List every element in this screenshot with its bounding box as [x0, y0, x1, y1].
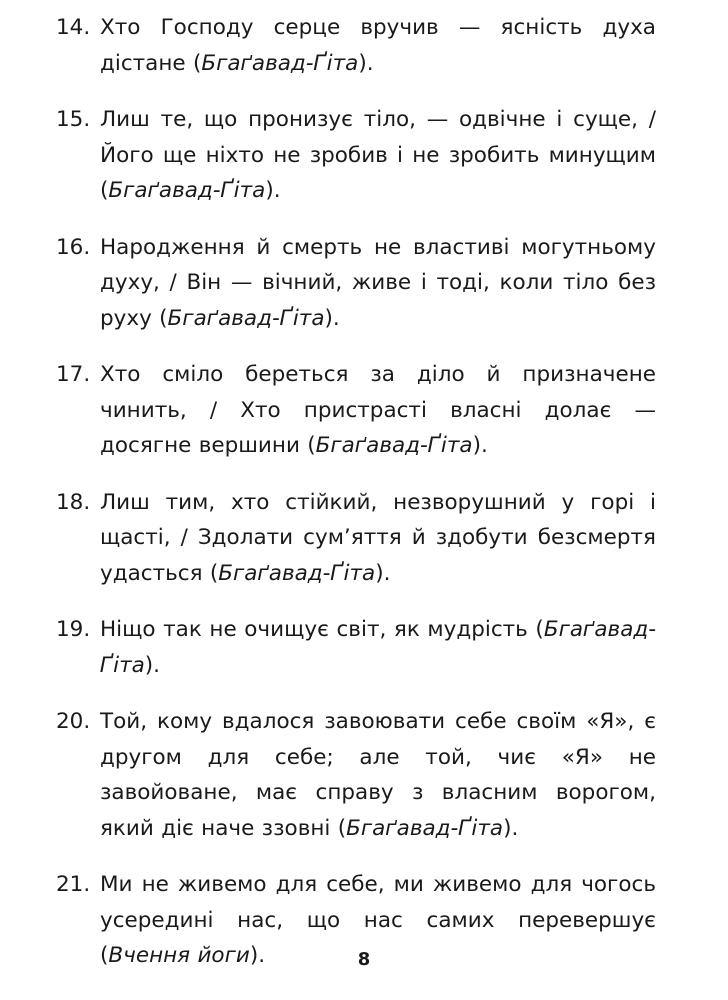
quote-item-20	[56, 704, 656, 846]
quote-body: Хто сміло береться за діло й призначене чинить, / Хто пристрасті власні долає — досягне вершини (	[100, 362, 656, 458]
quote-number: 15.	[56, 107, 91, 132]
page-number: 8	[357, 949, 371, 970]
quote-body: Хто Господу серце вручив — ясність духа дістане (	[100, 15, 656, 76]
quote-item-19	[56, 612, 656, 683]
quote-source: Бгаґавад-Ґіта	[315, 433, 473, 458]
quote-body: Лиш те, що пронизує тіло, — одвічне і суще, / Його ще ніхто не зробив і не зробить минущим (	[100, 107, 656, 203]
quote-number: 21.	[56, 872, 91, 897]
quote-closing: ).	[265, 178, 281, 203]
quote-source: Бгаґавад-Ґіта	[167, 305, 325, 331]
quote-body: Лиш тим, хто стійкий, незворушний у горі і щасті, / Здолати сум’яття й здобути безсмертя удасться (	[100, 489, 656, 586]
quote-text	[100, 10, 656, 81]
quote-closing: ).	[472, 433, 488, 458]
quote-body: Ми не живемо для себе, ми живемо для чогось усередині нас, що нас самих перевершує (	[100, 872, 656, 968]
quote-source: Вчення йоги	[108, 943, 250, 968]
quote-number: 18.	[56, 489, 91, 515]
quote-item-17	[56, 357, 656, 464]
quote-source: Бгаґавад-Ґіта	[108, 178, 266, 203]
quote-closing: ).	[324, 305, 340, 331]
quote-item-16	[56, 230, 656, 337]
quote-number: 17.	[56, 362, 91, 387]
quote-number: 14.	[56, 15, 91, 40]
quote-text	[100, 357, 656, 464]
quote-text	[100, 102, 656, 209]
quote-item-14	[56, 10, 656, 81]
quote-closing: ).	[144, 652, 161, 678]
quote-list	[56, 10, 656, 995]
quote-body: Народження й смерть не властиві могутньому духу, / Він — вічний, живе і тоді, коли тіло без руху (	[100, 234, 656, 331]
quote-source: Бгаґавад-Ґіта	[346, 815, 504, 841]
quote-text	[100, 485, 656, 592]
quote-text	[100, 612, 656, 683]
quote-source: Бгаґавад-Ґіта	[201, 50, 359, 76]
quote-text	[100, 704, 656, 846]
quote-number: 16.	[56, 234, 91, 260]
quote-body: Той, кому вдалося завоювати себе своїм «Я», є другом для себе; але той, чиє «Я» не завойоване, має справу з власним ворогом, який діє наче ззовні (	[100, 709, 656, 841]
quote-text	[100, 230, 656, 337]
quote-closing: ).	[375, 560, 391, 586]
quote-closing: ).	[249, 943, 266, 968]
quote-body: Ніщо так не очищує світ, як мудрість (	[100, 617, 544, 642]
quote-number: 19.	[56, 617, 91, 642]
quote-closing: ).	[358, 50, 374, 76]
quote-item-15	[56, 102, 656, 209]
quote-closing: ).	[503, 815, 519, 841]
quote-item-18	[56, 485, 656, 592]
quote-source: Бгаґавад-Ґіта	[218, 560, 376, 586]
quote-source: Бгаґавад-Ґіта	[100, 617, 656, 678]
quote-number: 20.	[56, 709, 91, 734]
